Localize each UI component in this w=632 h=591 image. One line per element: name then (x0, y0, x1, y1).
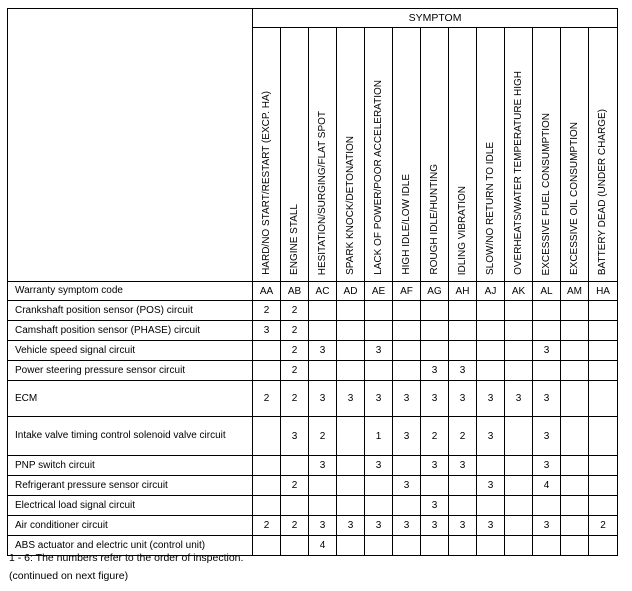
table-cell (365, 476, 393, 496)
table-cell: 3 (421, 381, 449, 417)
row-label: Power steering pressure sensor circuit (8, 361, 253, 381)
table-cell (505, 496, 533, 516)
table-cell (449, 536, 477, 556)
row-label: Crankshaft position sensor (POS) circuit (8, 301, 253, 321)
table-cell (337, 476, 365, 496)
table-cell: 3 (533, 381, 561, 417)
table-cell: 2 (421, 417, 449, 456)
column-header (477, 28, 505, 282)
table-cell: 3 (337, 516, 365, 536)
table-cell (309, 476, 337, 496)
table-cell (337, 361, 365, 381)
table-cell (337, 536, 365, 556)
table-cell: 2 (589, 516, 618, 536)
table-cell (449, 321, 477, 341)
table-cell (309, 321, 337, 341)
table-cell: 3 (365, 381, 393, 417)
table-cell: 1 (365, 417, 393, 456)
table-cell: 3 (505, 381, 533, 417)
table-cell (393, 301, 421, 321)
table-cell (365, 361, 393, 381)
table-cell: 3 (365, 516, 393, 536)
table-cell (421, 476, 449, 496)
table-cell (337, 417, 365, 456)
table-cell (589, 361, 618, 381)
table-cell (477, 456, 505, 476)
table-cell: 3 (421, 361, 449, 381)
row-label: Electrical load signal circuit (8, 496, 253, 516)
table-cell: 4 (533, 476, 561, 496)
table-cell: 3 (477, 476, 505, 496)
table-cell (505, 321, 533, 341)
table-row (8, 417, 618, 456)
table-cell (393, 341, 421, 361)
table-cell (309, 301, 337, 321)
table-cell (561, 456, 589, 476)
continued-note: (continued on next figure) (9, 570, 129, 582)
table-cell (253, 341, 281, 361)
table-row (8, 496, 618, 516)
column-header-label: EXCESSIVE OIL CONSUMPTION (568, 122, 580, 275)
table-cell (393, 536, 421, 556)
table-cell: 2 (281, 361, 309, 381)
table-cell (561, 381, 589, 417)
column-header-label: BATTERY DEAD (UNDER CHARGE) (597, 108, 609, 275)
table-cell (393, 321, 421, 341)
table-cell (561, 321, 589, 341)
column-header (365, 28, 393, 282)
table-cell: 3 (533, 516, 561, 536)
row-label: PNP switch circuit (8, 456, 253, 476)
table-cell (449, 476, 477, 496)
column-header (589, 28, 618, 282)
table-cell (505, 516, 533, 536)
table-cell: 3 (449, 361, 477, 381)
table-cell: AG (421, 282, 449, 301)
table-cell: 3 (393, 417, 421, 456)
table-cell (253, 536, 281, 556)
table-row (8, 341, 618, 361)
table-corner-cell (8, 9, 253, 282)
table-cell (253, 496, 281, 516)
table-cell (561, 341, 589, 361)
table-cell: 2 (281, 321, 309, 341)
table-cell: 3 (365, 341, 393, 361)
table-cell (253, 361, 281, 381)
table-cell (477, 361, 505, 381)
table-cell (561, 417, 589, 456)
table-cell (477, 301, 505, 321)
table-cell: 3 (449, 516, 477, 536)
table-cell (421, 321, 449, 341)
table-cell (477, 321, 505, 341)
table-cell: 3 (393, 516, 421, 536)
table-cell: 2 (253, 301, 281, 321)
row-label: Air conditioner circuit (8, 516, 253, 536)
column-header-label: IDLING VIBRATION (456, 185, 468, 275)
row-label: Camshaft position sensor (PHASE) circuit (8, 321, 253, 341)
column-header (337, 28, 365, 282)
table-cell (253, 476, 281, 496)
symptom-table (7, 8, 618, 556)
table-cell: 3 (533, 417, 561, 456)
table-cell (561, 476, 589, 496)
column-header-label: HESITATION/SURGING/FLAT SPOT (316, 110, 328, 275)
table-cell (281, 496, 309, 516)
table-cell: AC (309, 282, 337, 301)
table-cell (589, 301, 618, 321)
table-cell: 3 (477, 417, 505, 456)
table-cell: 3 (449, 381, 477, 417)
table-row (8, 321, 618, 341)
table-cell (561, 496, 589, 516)
table-cell (589, 417, 618, 456)
column-header (533, 28, 561, 282)
table-cell (337, 456, 365, 476)
table-cell (505, 301, 533, 321)
table-cell (505, 417, 533, 456)
table-cell: AJ (477, 282, 505, 301)
table-row (8, 476, 618, 496)
table-cell: 2 (281, 516, 309, 536)
table-cell (421, 301, 449, 321)
table-cell: 3 (533, 456, 561, 476)
table-cell (589, 476, 618, 496)
table-body (8, 282, 618, 556)
table-cell (281, 536, 309, 556)
table-cell (589, 341, 618, 361)
column-header-label: EXCESSIVE FUEL CONSUMPTION (540, 112, 552, 275)
row-label: Intake valve timing control solenoid valve circuit (8, 417, 253, 456)
table-cell: 3 (421, 496, 449, 516)
table-cell: 3 (421, 456, 449, 476)
table-cell (589, 456, 618, 476)
table-cell: AH (449, 282, 477, 301)
table-cell (393, 456, 421, 476)
table-cell (421, 536, 449, 556)
table-cell (337, 496, 365, 516)
table-cell (393, 361, 421, 381)
table-cell (449, 301, 477, 321)
row-label: Refrigerant pressure sensor circuit (8, 476, 253, 496)
table-cell: 2 (281, 301, 309, 321)
table-cell (533, 301, 561, 321)
table-cell: 3 (393, 381, 421, 417)
table-cell (253, 417, 281, 456)
table-cell (477, 341, 505, 361)
inspection-order-note: 1 - 6: The numbers refer to the order of inspection. (9, 552, 244, 564)
table-cell: 2 (253, 381, 281, 417)
table-cell (449, 341, 477, 361)
table-cell (337, 341, 365, 361)
table-cell (309, 496, 337, 516)
table-cell: 3 (477, 381, 505, 417)
table-cell (337, 321, 365, 341)
table-cell (505, 476, 533, 496)
table-cell (393, 496, 421, 516)
column-header (281, 28, 309, 282)
table-cell (309, 361, 337, 381)
symptom-header: SYMPTOM (253, 9, 618, 28)
column-header (309, 28, 337, 282)
table-cell: 3 (309, 341, 337, 361)
column-header-label: OVERHEATS/WATER TEMPERATURE HIGH (512, 71, 524, 275)
column-header-label: ROUGH IDLE/HUNTING (428, 164, 440, 275)
column-header-label: ENGINE STALL (288, 204, 300, 275)
table-cell (505, 341, 533, 361)
table-row (8, 456, 618, 476)
table-cell (449, 496, 477, 516)
row-label: Vehicle speed signal circuit (8, 341, 253, 361)
table-cell: 2 (281, 381, 309, 417)
table-cell: 2 (281, 341, 309, 361)
table-cell (365, 321, 393, 341)
table-cell: 2 (449, 417, 477, 456)
table-cell (365, 496, 393, 516)
table-cell: 3 (281, 417, 309, 456)
table-cell (561, 361, 589, 381)
column-header-label: HIGH IDLE/LOW IDLE (400, 174, 412, 275)
column-header-label: HARD/NO START/RESTART (EXCP. HA) (260, 91, 272, 275)
table-cell (365, 536, 393, 556)
table-cell: 3 (309, 516, 337, 536)
table-row (8, 516, 618, 536)
table-cell: AM (561, 282, 589, 301)
table-cell (477, 496, 505, 516)
table-cell: 4 (309, 536, 337, 556)
table-cell (533, 321, 561, 341)
table-cell: HA (589, 282, 618, 301)
table-cell: AD (337, 282, 365, 301)
table-cell (561, 536, 589, 556)
column-header-label: SPARK KNOCK/DETONATION (344, 136, 356, 275)
table-cell: 3 (365, 456, 393, 476)
table-cell (589, 536, 618, 556)
table-cell (253, 456, 281, 476)
row-label: Warranty symptom code (8, 282, 253, 301)
table-cell (589, 321, 618, 341)
column-header-label: LACK OF POWER/POOR ACCELERATION (372, 80, 384, 275)
table-row (8, 301, 618, 321)
column-header (505, 28, 533, 282)
table-cell: 3 (337, 381, 365, 417)
table-cell: 2 (309, 417, 337, 456)
table-cell (421, 341, 449, 361)
row-label: ECM (8, 381, 253, 417)
table-cell (589, 381, 618, 417)
table-cell: AK (505, 282, 533, 301)
table-cell (365, 301, 393, 321)
table-row (8, 381, 618, 417)
table-cell (337, 301, 365, 321)
table-cell (533, 361, 561, 381)
table-cell: AB (281, 282, 309, 301)
table-cell: 3 (253, 321, 281, 341)
table-cell: 2 (281, 476, 309, 496)
table-cell: 3 (309, 381, 337, 417)
table-cell (505, 456, 533, 476)
row-label: ABS actuator and electric unit (control unit) (8, 536, 253, 556)
column-header (449, 28, 477, 282)
table-cell: 3 (309, 456, 337, 476)
table-row (8, 361, 618, 381)
table-cell: AL (533, 282, 561, 301)
table-cell (505, 361, 533, 381)
table-cell: AA (253, 282, 281, 301)
table-cell (281, 456, 309, 476)
table-cell: 3 (477, 516, 505, 536)
column-header-label: SLOW/NO RETURN TO IDLE (484, 142, 496, 275)
table-row (8, 282, 618, 301)
table-cell: 3 (533, 341, 561, 361)
table-cell: 3 (421, 516, 449, 536)
table-cell: 3 (393, 476, 421, 496)
table-cell: AF (393, 282, 421, 301)
table-cell (477, 536, 505, 556)
table-cell (505, 536, 533, 556)
table-cell (533, 536, 561, 556)
column-header (421, 28, 449, 282)
table-cell (561, 301, 589, 321)
column-header (253, 28, 281, 282)
column-header (561, 28, 589, 282)
table-cell: 3 (449, 456, 477, 476)
table-cell: AE (365, 282, 393, 301)
column-header (393, 28, 421, 282)
table-cell (561, 516, 589, 536)
table-cell (533, 496, 561, 516)
table-cell (589, 496, 618, 516)
table-cell: 2 (253, 516, 281, 536)
